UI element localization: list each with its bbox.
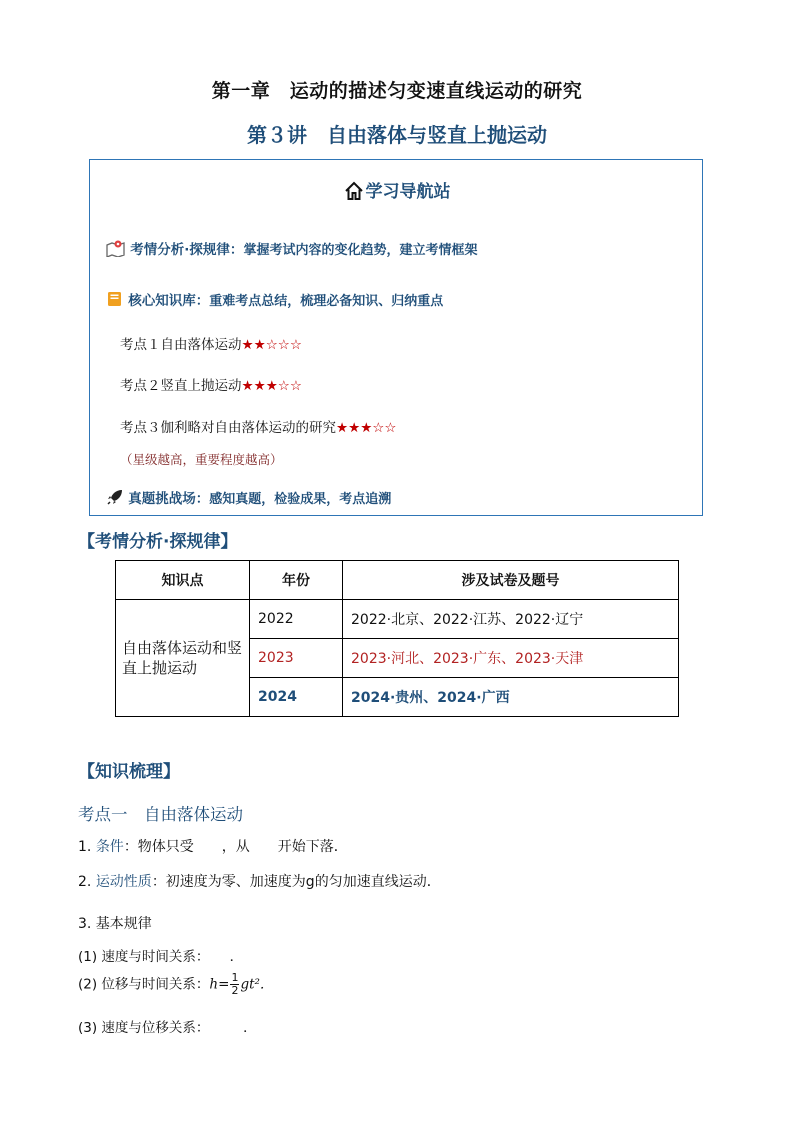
rule-3: (3) 速度与位移关系： ． (78, 1020, 257, 1036)
chapter-title: 第一章 运动的描述匀变速直线运动的研究 (211, 80, 583, 102)
key-point-1 (120, 333, 302, 353)
star-note: （星级越高，重要程度越高） (120, 452, 283, 467)
item-heading: 条件 (95, 839, 124, 855)
analysis-heading: 考情分析·探规律： (130, 242, 244, 258)
item-number: 2. (78, 874, 92, 890)
nav-row-challenge (106, 487, 391, 507)
knowledge-description: 重难考点总结，梳理必备知识、归纳重点 (209, 294, 444, 309)
formula-lhs: h= (209, 976, 230, 993)
key-point-label: 考点１自由落体运动 (120, 337, 242, 353)
item-3: 3. 基本规律 (78, 916, 152, 932)
papers-cell: 2023·河北、2023·广东、2023·天津 (343, 639, 679, 678)
topic-cell: 自由落体运动和竖直上抛运动 (116, 600, 250, 717)
year-cell: 2023 (250, 639, 343, 678)
papers-cell: 2024·贵州、2024·广西 (343, 678, 679, 717)
rule-2 (78, 972, 273, 997)
star-rating: ★★★☆☆ (241, 378, 303, 394)
point-one-title: 考点一 自由落体运动 (78, 805, 243, 824)
year-cell: 2022 (250, 600, 343, 639)
rule-1: (1) 速度与时间关系： ． (78, 949, 244, 965)
analysis-description: 掌握考试内容的变化趋势，建立考情框架 (243, 243, 478, 258)
book-icon (106, 290, 124, 308)
challenge-description: 感知真题，检验成果，考点追溯 (209, 492, 392, 507)
column-header: 知识点 (116, 561, 250, 600)
key-point-3 (120, 416, 397, 436)
year-cell: 2024 (250, 678, 343, 717)
nav-title (90, 177, 704, 202)
nav-row-knowledge (106, 289, 443, 309)
challenge-heading: 真题挑战场： (128, 491, 210, 507)
table-header-row (116, 561, 679, 600)
rocket-icon (106, 488, 124, 506)
study-navigation-box (89, 159, 703, 516)
nav-title-text: 学习导航站 (365, 182, 451, 202)
analysis-section-title: 【考情分析·探规律】 (78, 532, 238, 552)
knowledge-heading: 核心知识库： (128, 293, 210, 309)
exam-analysis-table (115, 560, 679, 717)
item-text: ：物体只受 ，从 开始下落． (123, 839, 348, 855)
nav-row-analysis (106, 238, 477, 258)
home-icon (344, 181, 364, 201)
map-pin-icon (106, 239, 126, 257)
item-text: ：初速度为零、加速度为g的匀加速直线运动． (151, 874, 441, 890)
lecture-title: 第３讲 自由落体与竖直上抛运动 (247, 123, 547, 147)
star-rating: ★★★☆☆ (336, 420, 397, 436)
column-header: 年份 (250, 561, 343, 600)
fraction-numerator: 1 (231, 971, 239, 984)
item-number: 1. (78, 839, 92, 855)
fraction (230, 972, 239, 997)
item-1 (78, 836, 348, 856)
item-heading: 运动性质 (95, 874, 152, 890)
star-rating: ★★☆☆☆ (241, 337, 303, 353)
item-2 (78, 871, 441, 891)
knowledge-section-title: 【知识梳理】 (78, 762, 180, 782)
rule-label: (2) 位移与时间关系： (78, 976, 210, 993)
key-point-2 (120, 374, 302, 394)
formula-rhs: gt²． (240, 976, 274, 993)
column-header: 涉及试卷及题号 (343, 561, 679, 600)
papers-cell: 2022·北京、2022·江苏、2022·辽宁 (343, 600, 679, 639)
key-point-label: 考点３伽利略对自由落体运动的研究 (120, 420, 336, 436)
table-row (116, 600, 679, 639)
key-point-label: 考点２竖直上抛运动 (120, 378, 242, 394)
fraction-denominator: 2 (231, 984, 239, 997)
